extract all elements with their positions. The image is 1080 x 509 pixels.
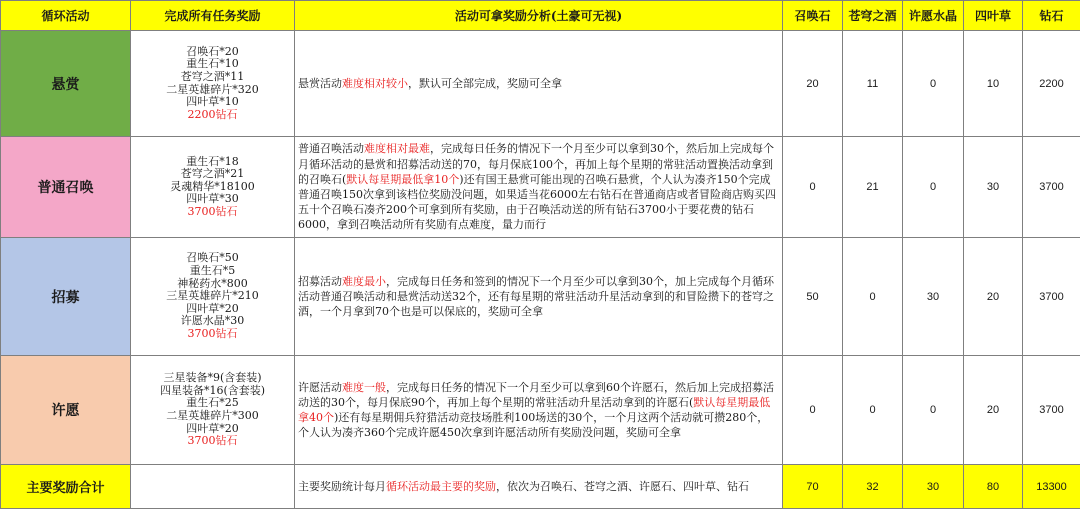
highlight-text: 难度一般 [342,381,386,394]
reward-item: 2200钻石 [131,109,294,122]
highlight-text: 默认每星期最低拿10个 [346,173,459,186]
analysis-cell [295,238,783,356]
reward-item: 四叶草*20 [131,303,294,316]
reward-item: 苍穹之酒*11 [131,71,294,84]
activity-name: 招募 [1,238,131,356]
header-clover: 四叶草 [964,1,1023,31]
analysis-text: )还有国王悬赏可能出现的召唤石悬赏，个人认为凑齐150个完成普通召唤150次拿到该档位奖励没问题，如果适当花6000左右钻石在普通商店或者冒险商店购买四五十个召唤石凑齐200个可拿到所有奖励，由于召唤活动送的所有钻石3700小于要花费的钻石6000，拿到召唤活动所有奖励有点难度，量力而行 [298,173,776,232]
highlight-text: 难度最小 [342,275,386,288]
reward-item: 重生石*10 [131,58,294,71]
summary-clover-value: 80 [964,465,1023,509]
activity-name: 许愿 [1,356,131,465]
reward-item: 许愿水晶*30 [131,315,294,328]
header-rewards: 完成所有任务奖励 [131,1,295,31]
analysis-text: 许愿活动 [298,381,342,394]
reward-item: 三星装备*9(含套装) [131,372,294,385]
analysis-text: ，默认可全部完成，奖励可全拿 [408,77,562,90]
reward-item: 苍穹之酒*21 [131,168,294,181]
analysis-text: )还有每星期佣兵狩猎活动竞技场胜利100场送的30个，一个月这两个活动就可攒280个，个人认为凑齐360个完成许愿450次拿到许愿活动所有奖励没问题，奖励可全拿 [298,411,768,439]
reward-item: 重生石*18 [131,156,294,169]
summon-stone-value: 0 [783,356,843,465]
header-diamond: 钻石 [1023,1,1080,31]
wish-crystal-value: 0 [903,31,964,137]
table-row [1,31,1080,137]
reward-item: 重生石*25 [131,397,294,410]
summon-stone-value: 20 [783,31,843,137]
activity-name: 悬赏 [1,31,131,137]
reward-item: 四叶草*10 [131,96,294,109]
summary-diamond-value: 13300 [1023,465,1080,509]
sky-wine-value: 0 [843,356,903,465]
reward-item: 四叶草*20 [131,423,294,436]
analysis-text: ，完成每日任务的情况下一个月至少可以拿到30个，然后加上完成每个月循环活动的悬赏和招募活动送的70，每月保底100个，再加上每个星期的常驻活动置换活动拿到的召唤石( [298,142,774,185]
summary-row [1,465,1080,509]
clover-value: 20 [964,238,1023,356]
sky-wine-value: 0 [843,238,903,356]
analysis-text: ，依次为召唤石、苍穹之酒、许愿石、四叶草、钻石 [496,480,749,493]
table-row [1,137,1080,238]
summary-analysis-cell [295,465,783,509]
header-sky-wine: 苍穹之酒 [843,1,903,31]
summary-wish-crystal-value: 30 [903,465,964,509]
sky-wine-value: 11 [843,31,903,137]
header-wish-crystal: 许愿水晶 [903,1,964,31]
highlight-text: 循环活动最主要的奖励 [386,480,496,493]
analysis-text: ，完成每日任务和签到的情况下一个月至少可以拿到30个，加上完成每个月循环活动普通召唤活动和悬赏活动送32个，还有每星期的常驻活动升星活动拿到的和冒险攒下的苍穹之酒，一个月拿到70个也是可以保底的，奖励可全拿 [298,275,774,318]
summary-rewards-cell [131,465,295,509]
sky-wine-value: 21 [843,137,903,238]
highlight-text: 默认每星期最低拿40个 [298,396,770,424]
rewards-cell [131,137,295,238]
reward-item: 四星装备*16(含套装) [131,385,294,398]
diamond-value: 3700 [1023,238,1080,356]
reward-item: 重生石*5 [131,265,294,278]
analysis-text: ，完成每日任务的情况下一个月至少可以拿到60个许愿石，然后加上完成招募活动送的30个，每月保底90个，再加上每个星期的常驻活动升星活动拿到的许愿石( [298,381,774,409]
clover-value: 10 [964,31,1023,137]
header-analysis: 活动可拿奖励分析(土豪可无视) [295,1,783,31]
wish-crystal-value: 0 [903,137,964,238]
header-row [1,1,1080,31]
analysis-cell [295,137,783,238]
summary-sky-wine-value: 32 [843,465,903,509]
rewards-cell [131,31,295,137]
reward-item: 二星英雄碎片*300 [131,410,294,423]
diamond-value: 3700 [1023,137,1080,238]
diamond-value: 2200 [1023,31,1080,137]
reward-item: 召唤石*20 [131,46,294,59]
clover-value: 20 [964,356,1023,465]
reward-item: 召唤石*50 [131,252,294,265]
summon-stone-value: 50 [783,238,843,356]
header-summon-stone: 召唤石 [783,1,843,31]
summary-summon-stone-value: 70 [783,465,843,509]
rewards-cell [131,356,295,465]
table-row [1,238,1080,356]
highlight-text: 难度相对最难 [364,142,430,155]
analysis-text: 招募活动 [298,275,342,288]
wish-crystal-value: 0 [903,356,964,465]
reward-item: 灵魂精华*18100 [131,181,294,194]
summon-stone-value: 0 [783,137,843,238]
analysis-cell [295,356,783,465]
table-row [1,356,1080,465]
clover-value: 30 [964,137,1023,238]
reward-item: 三星英雄碎片*210 [131,290,294,303]
table-body [1,31,1080,509]
activity-name: 普通召唤 [1,137,131,238]
highlight-text: 难度相对较小 [342,77,408,90]
reward-item: 3700钻石 [131,328,294,341]
diamond-value: 3700 [1023,356,1080,465]
analysis-text: 悬赏活动 [298,77,342,90]
reward-item: 二星英雄碎片*320 [131,84,294,97]
reward-item: 3700钻石 [131,206,294,219]
header-activity: 循环活动 [1,1,131,31]
summary-name: 主要奖励合计 [1,465,131,509]
reward-item: 3700钻石 [131,435,294,448]
analysis-text: 主要奖励统计每月 [298,480,386,493]
analysis-text: 普通召唤活动 [298,142,364,155]
reward-item: 四叶草*30 [131,193,294,206]
reward-item: 神秘药水*800 [131,278,294,291]
analysis-cell [295,31,783,137]
wish-crystal-value: 30 [903,238,964,356]
rewards-cell [131,238,295,356]
